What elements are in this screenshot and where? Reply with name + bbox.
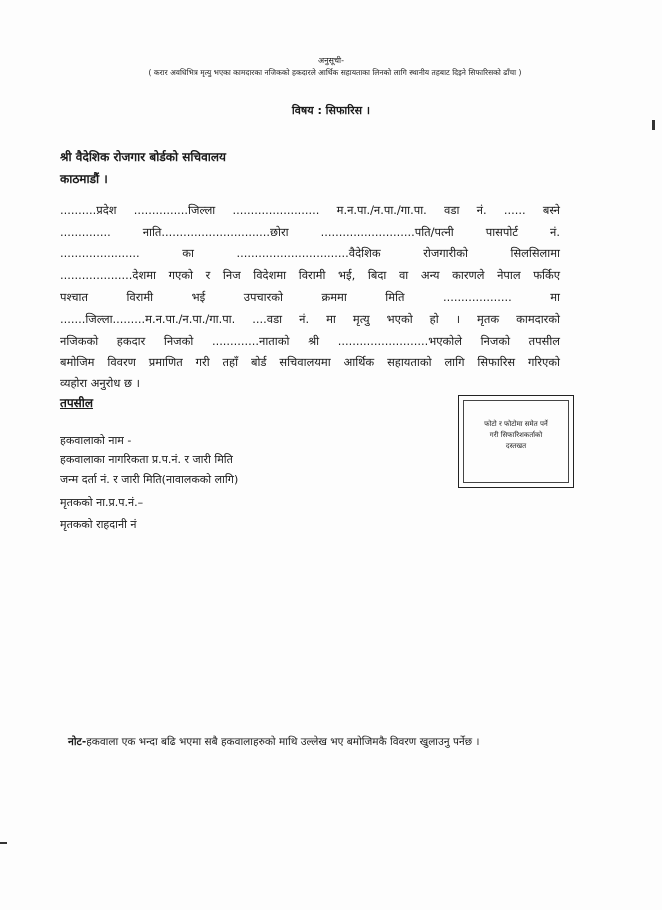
detail-deceased-passport: मृतकको राहदानी नं: [60, 518, 137, 531]
body-line-5: पश्चात विरामी भई उपचारको क्रममा मिति ................... मा: [60, 290, 560, 304]
body-line-9: व्यहोरा अनुरोध छ ।: [60, 376, 140, 390]
scan-mark: [652, 120, 655, 130]
body-line-2: .............. नाति..............................छोरा ..........................पति/पत्नी पासपोर्ट नं.: [60, 225, 560, 239]
note: [68, 735, 479, 749]
body-line-7: नजिकको हकदार निजको .............नाताको श्री .........................भएकोले निजको तपसील: [60, 334, 560, 348]
body-line-1: ..........प्रदेश ...............जिल्ला ........................ म.न.पा./न.पा./गा.पा. वडा नं. ...... बस्ने: [60, 203, 560, 217]
note-text: हकवाला एक भन्दा बढि भएमा सबै हकवालाहरुको माथि उल्लेख भए बमोजिमकै विवरण खुलाउनु पर्नेछ ।: [86, 736, 480, 748]
details-heading: तपसील: [60, 396, 94, 410]
body-line-8: बमोजिम विवरण प्रमाणित गरी तहाँ बोर्ड सचिवालयमा आर्थिक सहायताको लागि सिफारिस गरिएको: [60, 355, 560, 369]
annex-title: अनुसूची-: [318, 56, 344, 65]
photo-signature-box: [458, 395, 574, 488]
addressee-line-2: काठमाडौं ।: [60, 172, 108, 186]
detail-heir-name: हकवालाको नाम -: [60, 434, 132, 447]
body-line-4: ....................देशमा गएको र निज विदेशमा विरामी भई, बिदा वा अन्य कारणले नेपाल फर्किए: [60, 268, 560, 282]
detail-deceased-citizenship: मृतकको ना.प्र.प.नं.–: [60, 496, 144, 509]
addressee-line-1: श्री वैदेशिक रोजगार बोर्डको सचिवालय: [60, 150, 226, 164]
body-line-6: .......जिल्ला.........म.न.पा./न.पा./गा.पा. ....वडा नं. मा मृत्यु भएको हो । मृतक कामदारको: [60, 312, 560, 326]
note-label: नोट-: [68, 736, 87, 748]
photo-box-text-3: दस्तखत: [505, 442, 527, 450]
detail-birth-registration: जन्म दर्ता नं. र जारी मिति(नावालकको लागि): [60, 473, 239, 486]
detail-heir-citizenship: हकवालाका नागरिकता प्र.प.नं. र जारी मिति: [60, 453, 233, 466]
photo-box-inner: [463, 400, 569, 483]
photo-box-text-2: गरी सिफारिशकर्ताको: [489, 431, 543, 439]
subject-line: विषय : सिफारिस ।: [291, 104, 371, 117]
annex-description: ( करार अवधिभित्र मृत्यु भएका कामदारका नजिकको हकदारले आर्थिक सहायताका लिनको लागि स्थानीय तहबाट दिइने सिफारिसको ढाँचा ): [148, 68, 522, 77]
body-line-3: ...................... का ...............................वैदेशिक रोजगारीको सिलसिलामा: [60, 246, 560, 260]
scan-mark-left: [0, 842, 7, 844]
photo-box-text-1: फोटो र फोटोमा समेत पर्ने: [484, 420, 548, 428]
